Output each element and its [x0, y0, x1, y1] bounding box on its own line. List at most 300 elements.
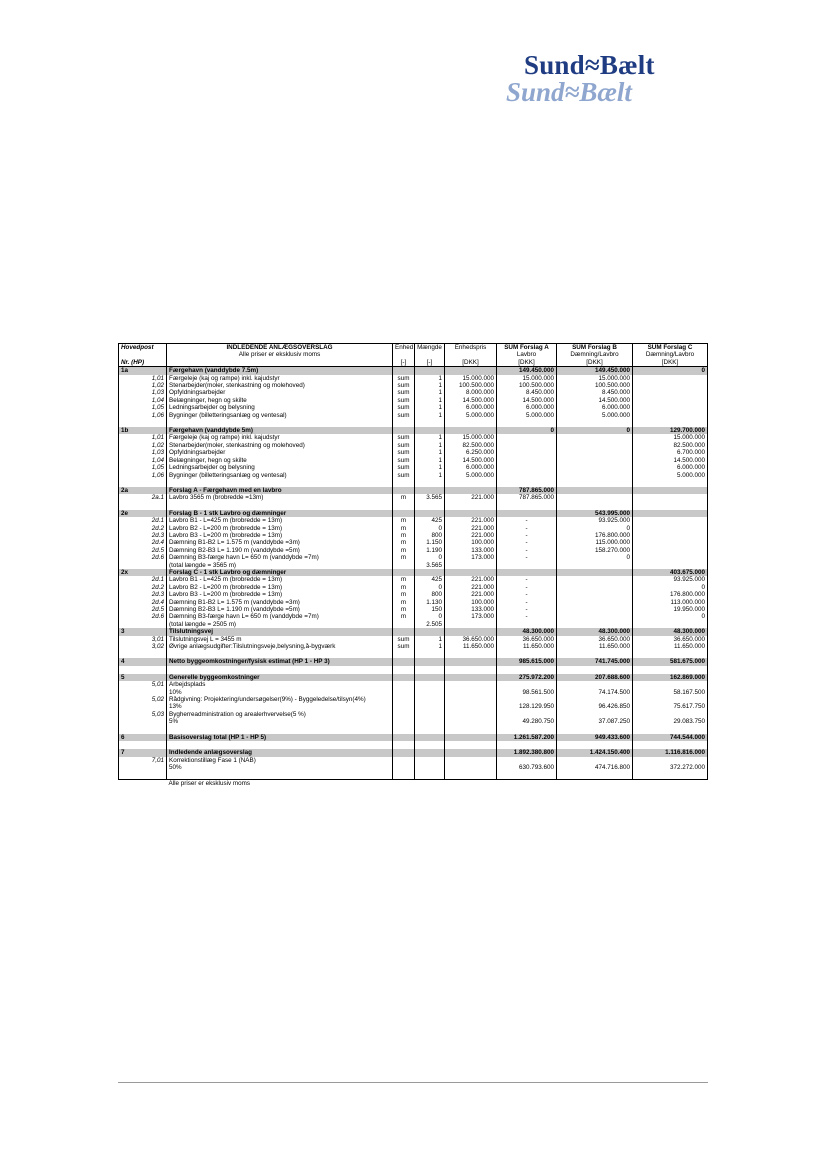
- cell-description: Lavbro B3 - L=200 m (brobredde = 13m): [167, 591, 393, 598]
- cell-unit-price: [445, 427, 497, 434]
- table-row: [119, 576, 708, 583]
- section-row: [119, 367, 708, 375]
- cell-unit: sum: [393, 404, 415, 411]
- table-row: [119, 502, 708, 510]
- cell-sum-b: [557, 666, 633, 674]
- cell-post-nr: 1,02: [119, 442, 167, 449]
- cell-quantity: [415, 681, 445, 688]
- cell-post-nr: [119, 779, 167, 787]
- cell-sum-b: [557, 434, 633, 441]
- cell-sum-b: 741.745.000: [557, 658, 633, 665]
- cell-unit-price: 221.000: [445, 591, 497, 598]
- cell-unit-price: [445, 696, 497, 703]
- cell-unit-price: [445, 726, 497, 734]
- cell-unit: sum: [393, 472, 415, 479]
- table-row: [119, 643, 708, 650]
- cell-unit: sum: [393, 442, 415, 449]
- cell-description: Dæmning B3-færge havn L= 650 m (vanddybde =7m): [167, 613, 393, 620]
- cell-unit: m: [393, 591, 415, 598]
- cell-unit-price: 221.000: [445, 494, 497, 501]
- cell-quantity: [415, 658, 445, 665]
- cell-unit: sum: [393, 457, 415, 464]
- cell-post-nr: 2d.1: [119, 576, 167, 583]
- cell-unit-price: [445, 502, 497, 510]
- cell-sum-a: 630.793.600: [497, 764, 557, 771]
- cell-unit-price: [445, 562, 497, 569]
- table-row: [119, 771, 708, 779]
- cell-description: Lavbro B3 - L=200 m (brobredde = 13m): [167, 532, 393, 539]
- cell-description: Indledende anlægsoverslag: [167, 749, 393, 756]
- cell-sum-b: [557, 599, 633, 606]
- cell-description: Bygninger (billetteringsanlæg og ventesal): [167, 412, 393, 419]
- cell-sum-c: [633, 487, 708, 494]
- cell-post-nr: 1,05: [119, 404, 167, 411]
- cell-sum-c: 36.650.000: [633, 636, 708, 643]
- cell-sum-b: 100.500.000: [557, 382, 633, 389]
- table-row: [119, 621, 708, 628]
- cell-quantity: [415, 741, 445, 749]
- cell-unit: [393, 628, 415, 635]
- cell-post-nr: [119, 419, 167, 427]
- cell-post-nr: [119, 764, 167, 771]
- footnote-row: [119, 779, 708, 787]
- unit-maengde: [-]: [415, 359, 445, 367]
- cell-quantity: [415, 628, 445, 635]
- cell-description: Forslag B - 1 stk Lavbro og dæmninger: [167, 510, 393, 517]
- table-row: [119, 382, 708, 389]
- cell-unit-price: [445, 749, 497, 756]
- cell-post-nr: 2a: [119, 487, 167, 494]
- cell-post-nr: 1,02: [119, 382, 167, 389]
- cell-description: Forslag A - Færgehavn med en lavbro: [167, 487, 393, 494]
- cell-unit-price: [445, 689, 497, 696]
- table-row: [119, 539, 708, 546]
- table-row: [119, 757, 708, 764]
- cell-sum-b: 15.000.000: [557, 375, 633, 382]
- cell-unit: sum: [393, 636, 415, 643]
- cell-unit-price: [445, 666, 497, 674]
- cell-unit-price: 173.000: [445, 554, 497, 561]
- cell-unit-price: 173.000: [445, 613, 497, 620]
- cell-sum-c: 15.000.000: [633, 434, 708, 441]
- cell-sum-a: [497, 502, 557, 510]
- col-header-title: INDLEDENDE ANLÆGSOVERSLAG Alle priser er eksklusiv moms: [167, 344, 393, 359]
- cell-quantity: 1: [415, 643, 445, 650]
- cell-unit: sum: [393, 375, 415, 382]
- cell-unit-price: [445, 741, 497, 749]
- cell-quantity: [415, 779, 445, 787]
- cell-post-nr: 3: [119, 628, 167, 635]
- cell-unit-price: [445, 487, 497, 494]
- cell-sum-a: 98.561.500: [497, 689, 557, 696]
- cell-sum-a: [497, 464, 557, 471]
- cell-sum-b: 48.300.000: [557, 628, 633, 635]
- cell-unit-price: 15.000.000: [445, 434, 497, 441]
- cell-sum-c: 0: [633, 613, 708, 620]
- table-row: [119, 449, 708, 456]
- cell-quantity: [415, 502, 445, 510]
- cell-quantity: 1: [415, 434, 445, 441]
- cell-unit-price: [445, 779, 497, 787]
- table-row: [119, 532, 708, 539]
- cell-unit-price: 133.000: [445, 606, 497, 613]
- cell-sum-a: -: [497, 599, 557, 606]
- cell-sum-c: [633, 554, 708, 561]
- cell-unit: m: [393, 599, 415, 606]
- cell-quantity: 0: [415, 525, 445, 532]
- cell-quantity: [415, 703, 445, 710]
- table-row: [119, 613, 708, 620]
- cell-sum-c: [633, 532, 708, 539]
- cell-sum-a: -: [497, 525, 557, 532]
- section-row: [119, 658, 708, 665]
- col-header-nr: Nr. (HP): [119, 359, 167, 367]
- cell-description: Lavbro B1 - L=425 m (brobredde = 13m): [167, 517, 393, 524]
- cell-sum-b: 11.650.000: [557, 643, 633, 650]
- col-header-sum-a: SUM Forslag A Lavbro: [497, 344, 557, 359]
- cell-sum-a: [497, 757, 557, 764]
- cell-quantity: 1: [415, 636, 445, 643]
- cell-sum-c: [633, 517, 708, 524]
- col-header-enhed: Enhed: [393, 344, 415, 359]
- cell-sum-b: [557, 779, 633, 787]
- cell-sum-a: [497, 681, 557, 688]
- cell-sum-a: 49.280.750: [497, 718, 557, 725]
- cell-sum-a: [497, 510, 557, 517]
- cell-unit: sum: [393, 643, 415, 650]
- cell-unit: [393, 427, 415, 434]
- cell-unit: [393, 703, 415, 710]
- cell-sum-b: [557, 457, 633, 464]
- cell-sum-a: 1.892.380.800: [497, 749, 557, 756]
- cell-quantity: 1.130: [415, 599, 445, 606]
- cell-unit-price: 100.000: [445, 539, 497, 546]
- cell-sum-a: [497, 419, 557, 427]
- cell-description: 50%: [167, 764, 393, 771]
- cell-unit: m: [393, 539, 415, 546]
- cell-unit: [393, 621, 415, 628]
- cell-description: Bygninger (billetteringsanlæg og ventesal): [167, 472, 393, 479]
- section-row: [119, 734, 708, 741]
- cell-sum-a: 11.650.000: [497, 643, 557, 650]
- cell-sum-b: 115.000.000: [557, 539, 633, 546]
- cell-post-nr: 5,03: [119, 711, 167, 718]
- cell-sum-a: 36.650.000: [497, 636, 557, 643]
- table-row: [119, 696, 708, 703]
- cell-post-nr: 2d.3: [119, 591, 167, 598]
- cell-sum-b: [557, 562, 633, 569]
- cell-description: Ledningsarbejder og belysning: [167, 464, 393, 471]
- cell-unit: [393, 718, 415, 725]
- cell-unit: [393, 479, 415, 487]
- cell-post-nr: 1,03: [119, 389, 167, 396]
- cell-sum-a: 14.500.000: [497, 397, 557, 404]
- cell-unit: [393, 726, 415, 734]
- table-row: [119, 599, 708, 606]
- cell-unit: [393, 779, 415, 787]
- cell-unit: sum: [393, 389, 415, 396]
- cell-description: (total længde = 3565 m): [167, 562, 393, 569]
- cell-post-nr: 3,02: [119, 643, 167, 650]
- cell-quantity: [415, 718, 445, 725]
- cell-description: Belægninger, hegn og skilte: [167, 397, 393, 404]
- cell-sum-a: -: [497, 532, 557, 539]
- cell-sum-b: [557, 650, 633, 658]
- cell-unit-price: [445, 711, 497, 718]
- cell-quantity: 1: [415, 464, 445, 471]
- cell-sum-b: 0: [557, 427, 633, 434]
- cell-quantity: 1: [415, 457, 445, 464]
- col-header-hovedpost: Hovedpost: [119, 344, 167, 359]
- cell-description: Rådgivning: Projektering/undersøgelser(9%) - Byggeledelse/tilsyn(4%): [167, 696, 393, 703]
- cell-post-nr: [119, 666, 167, 674]
- cell-sum-c: [633, 650, 708, 658]
- cell-sum-a: 1.261.587.200: [497, 734, 557, 741]
- cell-sum-a: 787.865.000: [497, 487, 557, 494]
- cell-unit-price: 6.000.000: [445, 464, 497, 471]
- cell-quantity: [415, 771, 445, 779]
- cell-unit-price: [445, 419, 497, 427]
- table-row: [119, 681, 708, 688]
- table-row: [119, 472, 708, 479]
- cell-description: [167, 419, 393, 427]
- cell-description: Belægninger, hegn og skilte: [167, 457, 393, 464]
- cell-post-nr: 5,02: [119, 696, 167, 703]
- cell-description: Korrektionstillæg Fase 1 (NAB): [167, 757, 393, 764]
- cell-unit: sum: [393, 382, 415, 389]
- cell-sum-a: [497, 666, 557, 674]
- cell-unit-price: 221.000: [445, 525, 497, 532]
- cell-unit-price: 221.000: [445, 584, 497, 591]
- cell-unit: m: [393, 494, 415, 501]
- cell-unit: sum: [393, 412, 415, 419]
- cell-description: [167, 650, 393, 658]
- cell-post-nr: 2d.6: [119, 554, 167, 561]
- cell-unit-price: [445, 681, 497, 688]
- logo-wordmark: Sund≈Bælt: [524, 50, 655, 80]
- section-row: [119, 674, 708, 681]
- cell-description: Lavbro B1 - L=425 m (brobredde = 13m): [167, 576, 393, 583]
- cell-sum-a: 48.300.000: [497, 628, 557, 635]
- cell-description: Netto byggeomkostninger/fysisk estimat (HP 1 - HP 3): [167, 658, 393, 665]
- cell-unit-price: 5.000.000: [445, 472, 497, 479]
- cell-sum-b: [557, 613, 633, 620]
- cell-post-nr: 1,06: [119, 472, 167, 479]
- cell-sum-a: -: [497, 591, 557, 598]
- cell-description: Generelle byggeomkostninger: [167, 674, 393, 681]
- cell-unit-price: 133.000: [445, 547, 497, 554]
- cell-post-nr: 2d.1: [119, 517, 167, 524]
- cell-sum-c: [633, 412, 708, 419]
- cell-quantity: [415, 711, 445, 718]
- cell-post-nr: 1,06: [119, 412, 167, 419]
- cell-post-nr: 4: [119, 658, 167, 665]
- table-row: [119, 606, 708, 613]
- cell-description: [167, 479, 393, 487]
- cell-unit-price: 14.500.000: [445, 457, 497, 464]
- table-row: [119, 703, 708, 710]
- cell-description: Færgehavn (vanddybde 5m): [167, 427, 393, 434]
- cell-quantity: 1.190: [415, 547, 445, 554]
- cell-sum-c: 581.675.000: [633, 658, 708, 665]
- table-row: [119, 718, 708, 725]
- cell-unit: sum: [393, 464, 415, 471]
- cell-sum-a: 100.500.000: [497, 382, 557, 389]
- cell-description: Dæmning B1-B2 L= 1.575 m (vanddybde =3m): [167, 539, 393, 546]
- cell-sum-c: 75.617.750: [633, 703, 708, 710]
- cell-sum-a: [497, 434, 557, 441]
- cell-sum-a: 0: [497, 427, 557, 434]
- cell-sum-a: 275.972.200: [497, 674, 557, 681]
- cell-sum-a: 128.129.950: [497, 703, 557, 710]
- cell-post-nr: [119, 621, 167, 628]
- cell-post-nr: [119, 703, 167, 710]
- cell-unit: m: [393, 606, 415, 613]
- cell-quantity: [415, 650, 445, 658]
- col-header-blank: [167, 359, 393, 367]
- cell-sum-a: [497, 479, 557, 487]
- cell-unit-price: 221.000: [445, 517, 497, 524]
- cell-sum-b: 8.450.000: [557, 389, 633, 396]
- cell-sum-b: [557, 569, 633, 576]
- cell-quantity: [415, 419, 445, 427]
- cell-post-nr: 2d.5: [119, 606, 167, 613]
- cell-sum-c: 744.544.000: [633, 734, 708, 741]
- cell-post-nr: [119, 689, 167, 696]
- cell-quantity: 2.505: [415, 621, 445, 628]
- cell-post-nr: 2x: [119, 569, 167, 576]
- table-row: [119, 636, 708, 643]
- cell-description: Lavbro B2 - L=200 m (brobredde = 13m): [167, 584, 393, 591]
- cell-quantity: 1.150: [415, 539, 445, 546]
- cell-unit-price: [445, 479, 497, 487]
- cell-quantity: [415, 510, 445, 517]
- cell-post-nr: 7: [119, 749, 167, 756]
- cell-quantity: [415, 479, 445, 487]
- cell-sum-a: 985.615.000: [497, 658, 557, 665]
- cell-sum-c: [633, 419, 708, 427]
- footer-rule: [118, 1082, 708, 1083]
- cell-sum-c: [633, 525, 708, 532]
- cell-quantity: [415, 569, 445, 576]
- section-row: [119, 427, 708, 434]
- cell-post-nr: [119, 726, 167, 734]
- cell-sum-b: 149.450.000: [557, 367, 633, 375]
- table-row: [119, 591, 708, 598]
- cell-quantity: 1: [415, 472, 445, 479]
- cell-quantity: [415, 367, 445, 375]
- table-row: [119, 741, 708, 749]
- cell-description: Stenarbejder(moler, stenkastning og molehoved): [167, 382, 393, 389]
- logo-wordmark-reflection: Sund≈Bælt: [506, 77, 632, 107]
- cell-post-nr: [119, 650, 167, 658]
- cell-unit: [393, 367, 415, 375]
- table-row: [119, 666, 708, 674]
- cell-unit: [393, 562, 415, 569]
- cell-sum-c: [633, 375, 708, 382]
- cell-sum-a: -: [497, 539, 557, 546]
- cell-unit: [393, 502, 415, 510]
- cell-sum-a: [497, 726, 557, 734]
- cell-sum-b: [557, 464, 633, 471]
- col-header-sum-c: SUM Forslag C Dæmning/Lavbro: [633, 344, 708, 359]
- cell-quantity: [415, 427, 445, 434]
- cell-description: [167, 726, 393, 734]
- cell-post-nr: [119, 741, 167, 749]
- cell-sum-c: 0: [633, 584, 708, 591]
- cell-sum-b: [557, 479, 633, 487]
- cell-unit-price: [445, 764, 497, 771]
- cell-description: Dæmning B2-B3 L= 1.190 m (vanddybde =5m): [167, 547, 393, 554]
- cell-sum-b: [557, 681, 633, 688]
- cell-sum-a: [497, 449, 557, 456]
- table-row: [119, 389, 708, 396]
- cell-unit: sum: [393, 397, 415, 404]
- cell-post-nr: 6: [119, 734, 167, 741]
- unit-sum-b: [DKK]: [557, 359, 633, 367]
- cell-sum-c: [633, 681, 708, 688]
- cell-sum-a: [497, 472, 557, 479]
- cell-unit: [393, 757, 415, 764]
- cell-unit-price: 36.650.000: [445, 636, 497, 643]
- cell-unit-price: [445, 569, 497, 576]
- col-header-maengde: Mængde: [415, 344, 445, 359]
- cell-quantity: [415, 666, 445, 674]
- cell-description: Tilslutningsvej: [167, 628, 393, 635]
- cell-sum-a: [497, 562, 557, 569]
- cell-sum-a: -: [497, 606, 557, 613]
- cell-unit: [393, 487, 415, 494]
- cell-quantity: 0: [415, 613, 445, 620]
- cell-sum-b: 6.000.000: [557, 404, 633, 411]
- unit-enhedspris: [DKK]: [445, 359, 497, 367]
- cell-sum-c: [633, 666, 708, 674]
- unit-enhed: [-]: [393, 359, 415, 367]
- cell-sum-c: 14.500.000: [633, 457, 708, 464]
- cell-sum-a: [497, 711, 557, 718]
- cell-post-nr: 1,04: [119, 457, 167, 464]
- cell-quantity: 800: [415, 591, 445, 598]
- cell-sum-c: [633, 779, 708, 787]
- cell-description: Dæmning B3-færge havn L= 650 m (vanddybde =7m): [167, 554, 393, 561]
- cell-post-nr: 1,01: [119, 434, 167, 441]
- cell-post-nr: 1,05: [119, 464, 167, 471]
- cell-sum-c: [633, 547, 708, 554]
- cell-unit-price: [445, 734, 497, 741]
- table-row: [119, 726, 708, 734]
- cell-description: Lavbro B2 - L=200 m (brobredde = 13m): [167, 525, 393, 532]
- cell-post-nr: 2d.6: [119, 613, 167, 620]
- cell-sum-a: [497, 771, 557, 779]
- cell-sum-c: 6.700.000: [633, 449, 708, 456]
- cell-quantity: 1: [415, 404, 445, 411]
- cell-sum-c: 176.800.000: [633, 591, 708, 598]
- cell-sum-b: 37.087.250: [557, 718, 633, 725]
- cell-sum-a: -: [497, 613, 557, 620]
- cell-post-nr: 2e: [119, 510, 167, 517]
- cell-sum-c: 0: [633, 367, 708, 375]
- table-row: [119, 442, 708, 449]
- cell-sum-b: [557, 741, 633, 749]
- cell-quantity: 425: [415, 517, 445, 524]
- cell-sum-b: [557, 591, 633, 598]
- table-row: [119, 554, 708, 561]
- cell-sum-c: 403.675.000: [633, 569, 708, 576]
- cell-description: 13%: [167, 703, 393, 710]
- cell-sum-b: [557, 576, 633, 583]
- cell-description: (total længde = 2505 m): [167, 621, 393, 628]
- table-row: [119, 404, 708, 411]
